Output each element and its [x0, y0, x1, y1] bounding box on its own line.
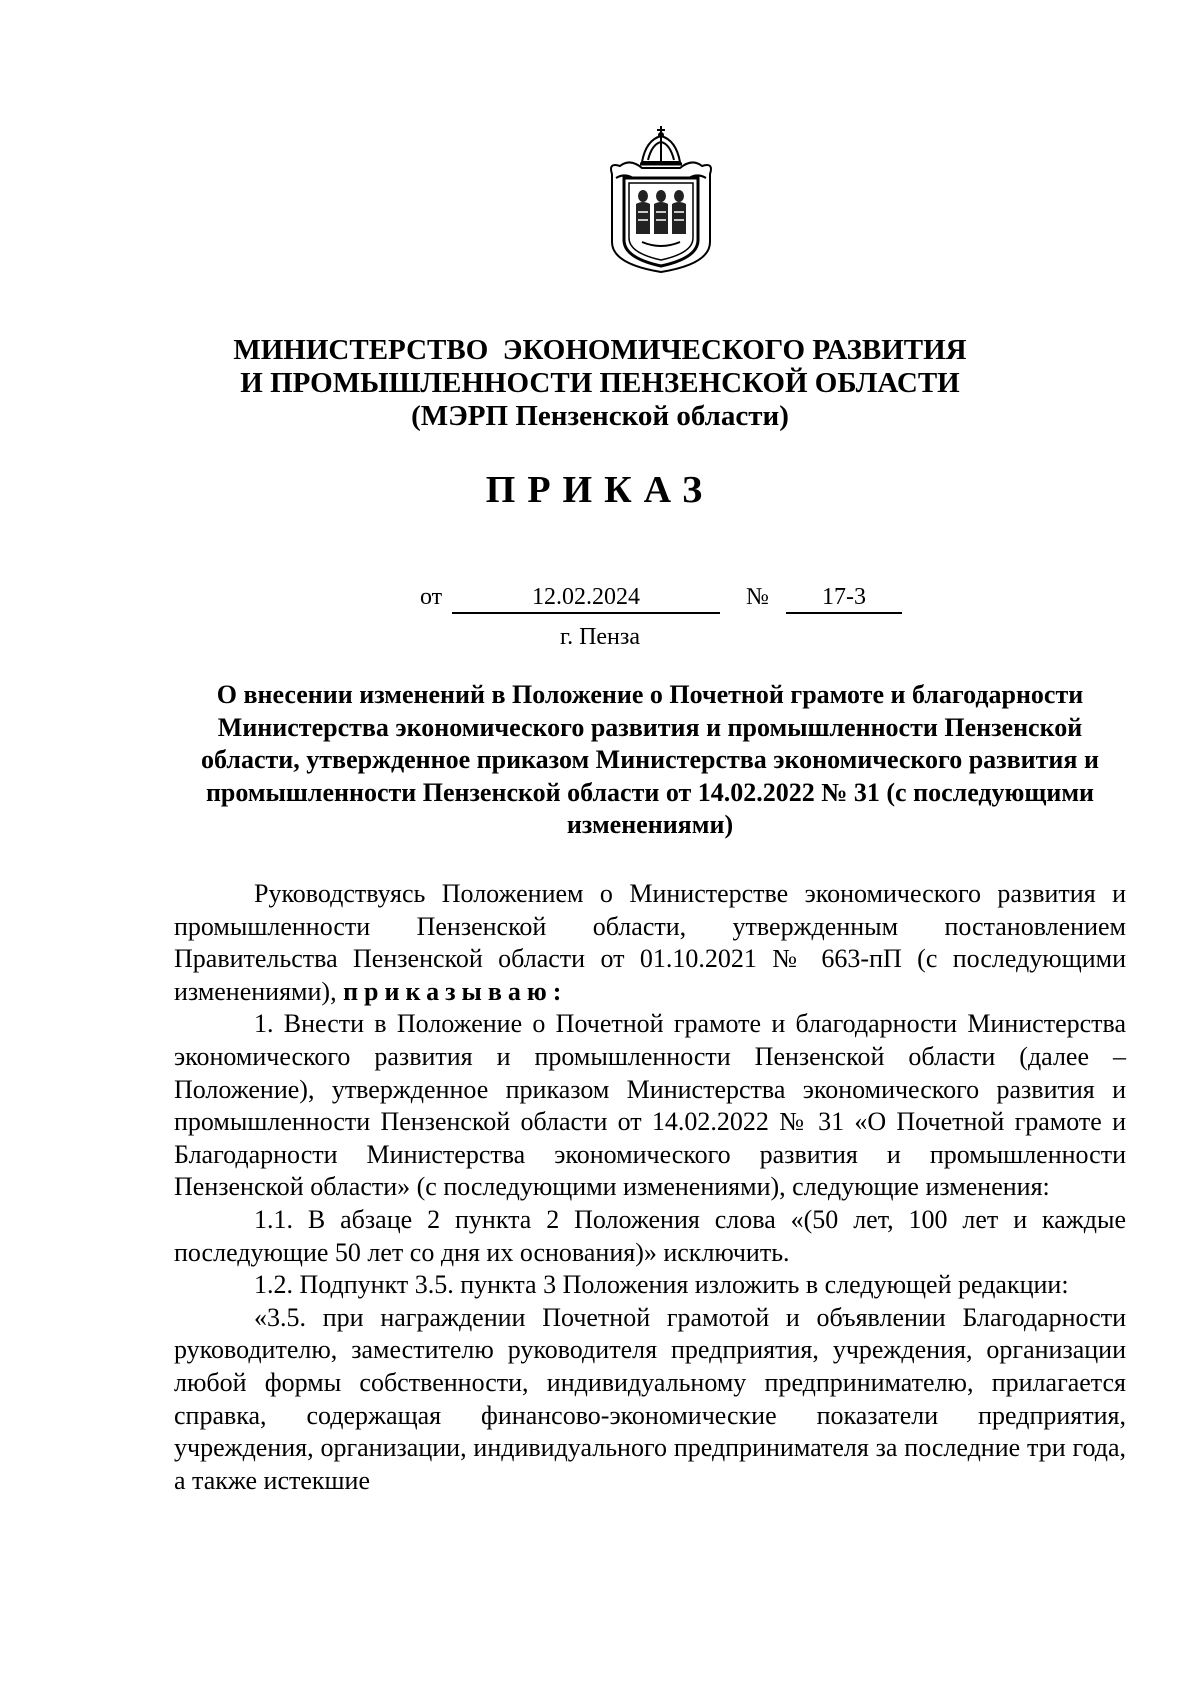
order-body	[174, 878, 1126, 1497]
preamble-text: Руководствуясь Положением о Министерстве экономического развития и промышленности Пензенской области, утвержденным постановлением Правительства Пензенской области от 01.10.2021 № 663-пП (с последующими изменениями),	[174, 879, 1126, 1006]
date-from-label: от	[420, 584, 443, 610]
item-3-5-paragraph: «3.5. при награждении Почетной грамотой и объявлении Благодарности руководителю, заместителю руководителя предприятия, учреждения, организации любой формы собственности, индивидуальному предпринимателю, прилагается справка, содержащая финансово-экономические показатели предприятия, учреждения, организации, индивидуального предпринимателя за последние три года, а также истекшие	[174, 1302, 1126, 1495]
document-type-title: ПРИКАЗ	[485, 469, 715, 511]
item-1-2-paragraph: 1.2. Подпункт 3.5. пункта 3 Положения изложить в следующей редакции:	[254, 1270, 1069, 1300]
item-1-1-paragraph: 1.1. В абзаце 2 пункта 2 Положения слова «(50 лет, 100 лет и каждые последующие 50 лет со дня их основания)» исключить.	[174, 1204, 1126, 1267]
order-date: 12.02.2024	[452, 584, 720, 614]
item-1-paragraph: 1. Внести в Положение о Почетной грамоте и благодарности Министерства экономического развития и промышленности Пензенской области (далее – Положение), утвержденное приказом Министерства экономического развития и промышленности Пензенской области от 14.02.2022 № 31 «О Почетной грамоте и Благодарности Министерства экономического развития и промышленности Пензенской области» (с последующими изменениями), следующие изменения:	[174, 1009, 1126, 1202]
organization-name-line-1: МИНИСТЕРСТВО ЭКОНОМИЧЕСКОГО РАЗВИТИЯ	[233, 334, 967, 366]
order-heading: О внесении изменений в Положение о Почетной грамоте и благодарности Министерства экономического развития и промышленности Пензенской области, утвержденное приказом Министерства экономического развития и промышленности Пензенской области от 14.02.2022 № 31 (с последующими изменениями)	[201, 680, 1099, 839]
organization-short-name: (МЭРП Пензенской области)	[411, 400, 789, 432]
command-word: приказываю:	[343, 976, 568, 1006]
order-number-label: №	[746, 584, 769, 610]
coat-of-arms-icon	[602, 122, 720, 277]
city-name: г. Пенза	[559, 624, 641, 650]
organization-name-line-2: И ПРОМЫШЛЕННОСТИ ПЕНЗЕНСКОЙ ОБЛАСТИ	[240, 367, 960, 399]
preamble-paragraph	[174, 878, 1126, 1008]
organization-name	[160, 334, 1040, 433]
order-number: 17-3	[786, 584, 902, 614]
